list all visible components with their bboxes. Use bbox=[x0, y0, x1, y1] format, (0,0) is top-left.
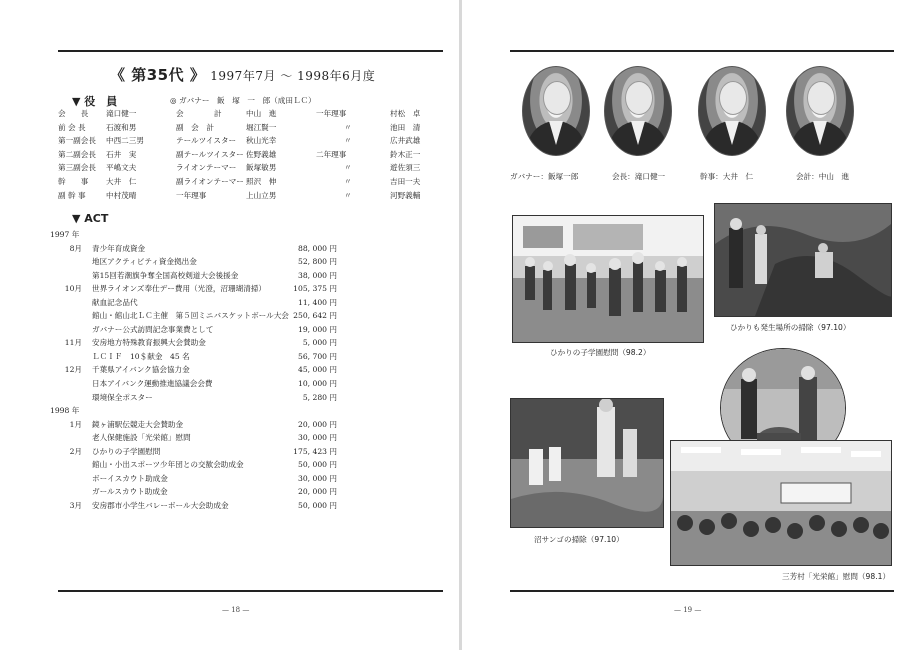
activity-row bbox=[58, 364, 343, 378]
activity-amount: 20, 000 円 bbox=[298, 487, 337, 497]
photo-kodomo-gakuen bbox=[512, 215, 704, 343]
portrait-treasurer bbox=[786, 66, 854, 156]
activity-row bbox=[58, 473, 343, 487]
activity-row bbox=[58, 297, 343, 311]
activity-description: 世界ライオンズ奉仕デー費用（光澄，沼珊瑚清掃） bbox=[92, 284, 266, 294]
activity-amount: 45, 000 円 bbox=[298, 365, 337, 375]
activity-amount: 52, 800 円 bbox=[298, 257, 337, 267]
top-rule bbox=[58, 50, 443, 52]
roster-row: 会 長 滝口健一 会 計 中山 進 一年理事 村松 卓 bbox=[58, 109, 421, 118]
activity-amount: 50, 000 円 bbox=[298, 460, 337, 470]
activity-amount: 38, 000 円 bbox=[298, 270, 337, 280]
activity-description: 安房地方特殊教育振興大会賛助金 bbox=[92, 338, 206, 348]
activity-row bbox=[58, 432, 343, 446]
activity-amount: 30, 000 円 bbox=[298, 433, 337, 443]
activity-description: ガールスカウト助成金 bbox=[92, 487, 168, 497]
activity-row bbox=[50, 405, 343, 419]
portrait-secretary bbox=[698, 66, 766, 156]
activity-row bbox=[58, 270, 343, 284]
activity-row bbox=[58, 310, 343, 324]
activity-description: 第15回若潮旗争奪全国高校剣道大会後援金 bbox=[92, 270, 239, 280]
activity-month: 2月 bbox=[69, 446, 82, 456]
page-number-right: — 19 — bbox=[674, 606, 702, 614]
photo-numasango-cleanup bbox=[510, 398, 664, 528]
activity-amount: 88, 000 円 bbox=[298, 243, 337, 253]
activity-description: ひかりの子学園慰問 bbox=[92, 446, 161, 456]
top-rule-right bbox=[510, 50, 894, 52]
activity-amount: 56, 700 円 bbox=[298, 351, 337, 361]
activity-description: 環境保全ポスター bbox=[92, 392, 153, 402]
activity-amount: 175, 423 円 bbox=[293, 446, 337, 456]
activity-row bbox=[58, 446, 343, 460]
activity-year: 1997 年 bbox=[50, 230, 80, 239]
activity-description: 献血記念品代 bbox=[92, 297, 138, 307]
activity-description: 日本アイバンク運動推進協議会会費 bbox=[92, 379, 213, 389]
activity-row bbox=[58, 243, 343, 257]
activity-row bbox=[58, 256, 343, 270]
activity-row bbox=[58, 486, 343, 500]
activity-row bbox=[58, 459, 343, 473]
photo-hikarimo-cleanup bbox=[714, 203, 892, 317]
activity-amount: 10, 000 円 bbox=[298, 379, 337, 389]
activity-row bbox=[58, 500, 343, 514]
activity-amount: 5, 000 円 bbox=[302, 338, 337, 348]
left-page bbox=[0, 0, 459, 650]
activity-amount: 50, 000 円 bbox=[298, 500, 337, 510]
right-page bbox=[462, 0, 920, 650]
activity-month: 11月 bbox=[64, 338, 82, 348]
term-label: 《 第35代 》 bbox=[110, 66, 206, 84]
activity-amount: 250, 642 円 bbox=[293, 311, 337, 321]
bottom-rule bbox=[58, 590, 443, 592]
page-number-left: — 18 — bbox=[222, 606, 250, 614]
officer-roster bbox=[58, 108, 443, 203]
activity-year: 1998 年 bbox=[50, 406, 80, 416]
activity-description: ＬＣＩＦ 10＄献金 45 名 bbox=[92, 351, 190, 361]
activity-month: 3月 bbox=[69, 500, 82, 510]
activity-row bbox=[58, 419, 343, 433]
bottom-rule-right bbox=[510, 590, 894, 592]
activity-month: 8月 bbox=[69, 243, 82, 253]
activity-description: 地区アクティビティ資金拠出金 bbox=[92, 257, 197, 267]
caption-governor: ガバナー：飯塚一郎 bbox=[510, 172, 579, 181]
activity-description: ボーイスカウト助成金 bbox=[92, 473, 168, 483]
activity-month: 12月 bbox=[64, 365, 82, 375]
activity-row bbox=[58, 337, 343, 351]
activity-description: ガバナー公式訪問記念事業費として bbox=[92, 324, 214, 334]
activity-description: 館山・館山北ＬＣ主催 第５回ミニバスケットボール大会 bbox=[92, 311, 289, 321]
activity-description: 鏡ヶ浦駅伝競走大会賛助金 bbox=[92, 419, 184, 429]
activity-list bbox=[50, 229, 343, 513]
caption-numasango: 沼サンゴの掃除（97.10） bbox=[534, 535, 624, 544]
activity-description: 青少年育成資金 bbox=[92, 243, 146, 253]
roster-row: 第二副会長 石井 実 副テールツイスター 佐野義雄 二年理事 鈴木正一 bbox=[58, 149, 421, 159]
roster-row: 副 幹 事 中村茂晴 一年理事 上山立男 〃 河野義輔 bbox=[58, 190, 421, 200]
activity-row bbox=[58, 378, 343, 392]
roster-row: 第三副会長 平嶋文夫 ライオンテーマー 飯塚敏男 〃 遊佐須三 bbox=[58, 163, 421, 173]
caption-kodomo: ひかりの子学園慰問（98.2） bbox=[550, 348, 651, 357]
portrait-president bbox=[604, 66, 672, 156]
activity-row bbox=[58, 283, 343, 297]
governor-line: ◎ ガバナー 飯 塚 一 郎（成田ＬＣ） bbox=[170, 96, 316, 105]
activity-row bbox=[58, 392, 343, 406]
activity-amount: 105, 375 円 bbox=[293, 284, 337, 294]
activity-amount: 5, 280 円 bbox=[302, 392, 337, 402]
activity-row bbox=[58, 351, 343, 365]
act-heading: ▼ ACT bbox=[72, 212, 109, 225]
activity-description: 館山・小出スポーツ少年団との交歓会助成金 bbox=[92, 460, 244, 470]
activity-amount: 11, 400 円 bbox=[298, 297, 337, 307]
page-title bbox=[110, 64, 375, 85]
caption-president: 会長：滝口健一 bbox=[612, 172, 666, 181]
photo-koeikan-visit bbox=[670, 440, 892, 566]
caption-hikarimo: ひかりも発生場所の掃除（97.10） bbox=[730, 323, 851, 332]
activity-month: 10月 bbox=[64, 284, 82, 294]
roster-row: 前 会 長 石渡和男 副 会 計 堀江賢一 〃 池田 清 bbox=[58, 122, 421, 132]
activity-row bbox=[58, 324, 343, 338]
roster-row: 幹 事 大井 仁 副ライオンテーマー 照沢 伸 〃 吉田一夫 bbox=[58, 176, 421, 186]
officers-heading: ▼ 役 員 bbox=[72, 95, 118, 108]
portrait-governor bbox=[522, 66, 590, 156]
activity-description: 千葉県アイバンク協会協力金 bbox=[92, 365, 190, 375]
activity-row bbox=[50, 229, 343, 243]
caption-koeikan: 三芳村「光栄館」慰問（98.1） bbox=[782, 572, 891, 581]
activity-description: 老人保健施設「光栄館」慰問 bbox=[92, 433, 191, 443]
activity-month: 1月 bbox=[69, 419, 82, 429]
caption-secretary: 幹事：大井 仁 bbox=[700, 172, 754, 181]
activity-description: 安房郡市小学生バレーボール大会助成金 bbox=[92, 500, 229, 510]
activity-amount: 20, 000 円 bbox=[298, 419, 337, 429]
roster-row: 第一副会長 中西二三男 テールツイスター 秋山光幸 〃 広井武雄 bbox=[58, 136, 421, 146]
activity-amount: 30, 000 円 bbox=[298, 473, 337, 483]
caption-treasurer: 会計：中山 進 bbox=[796, 172, 850, 181]
activity-amount: 19, 000 円 bbox=[298, 324, 337, 334]
term-period: 1997年7月 ～ 1998年6月度 bbox=[210, 69, 376, 83]
